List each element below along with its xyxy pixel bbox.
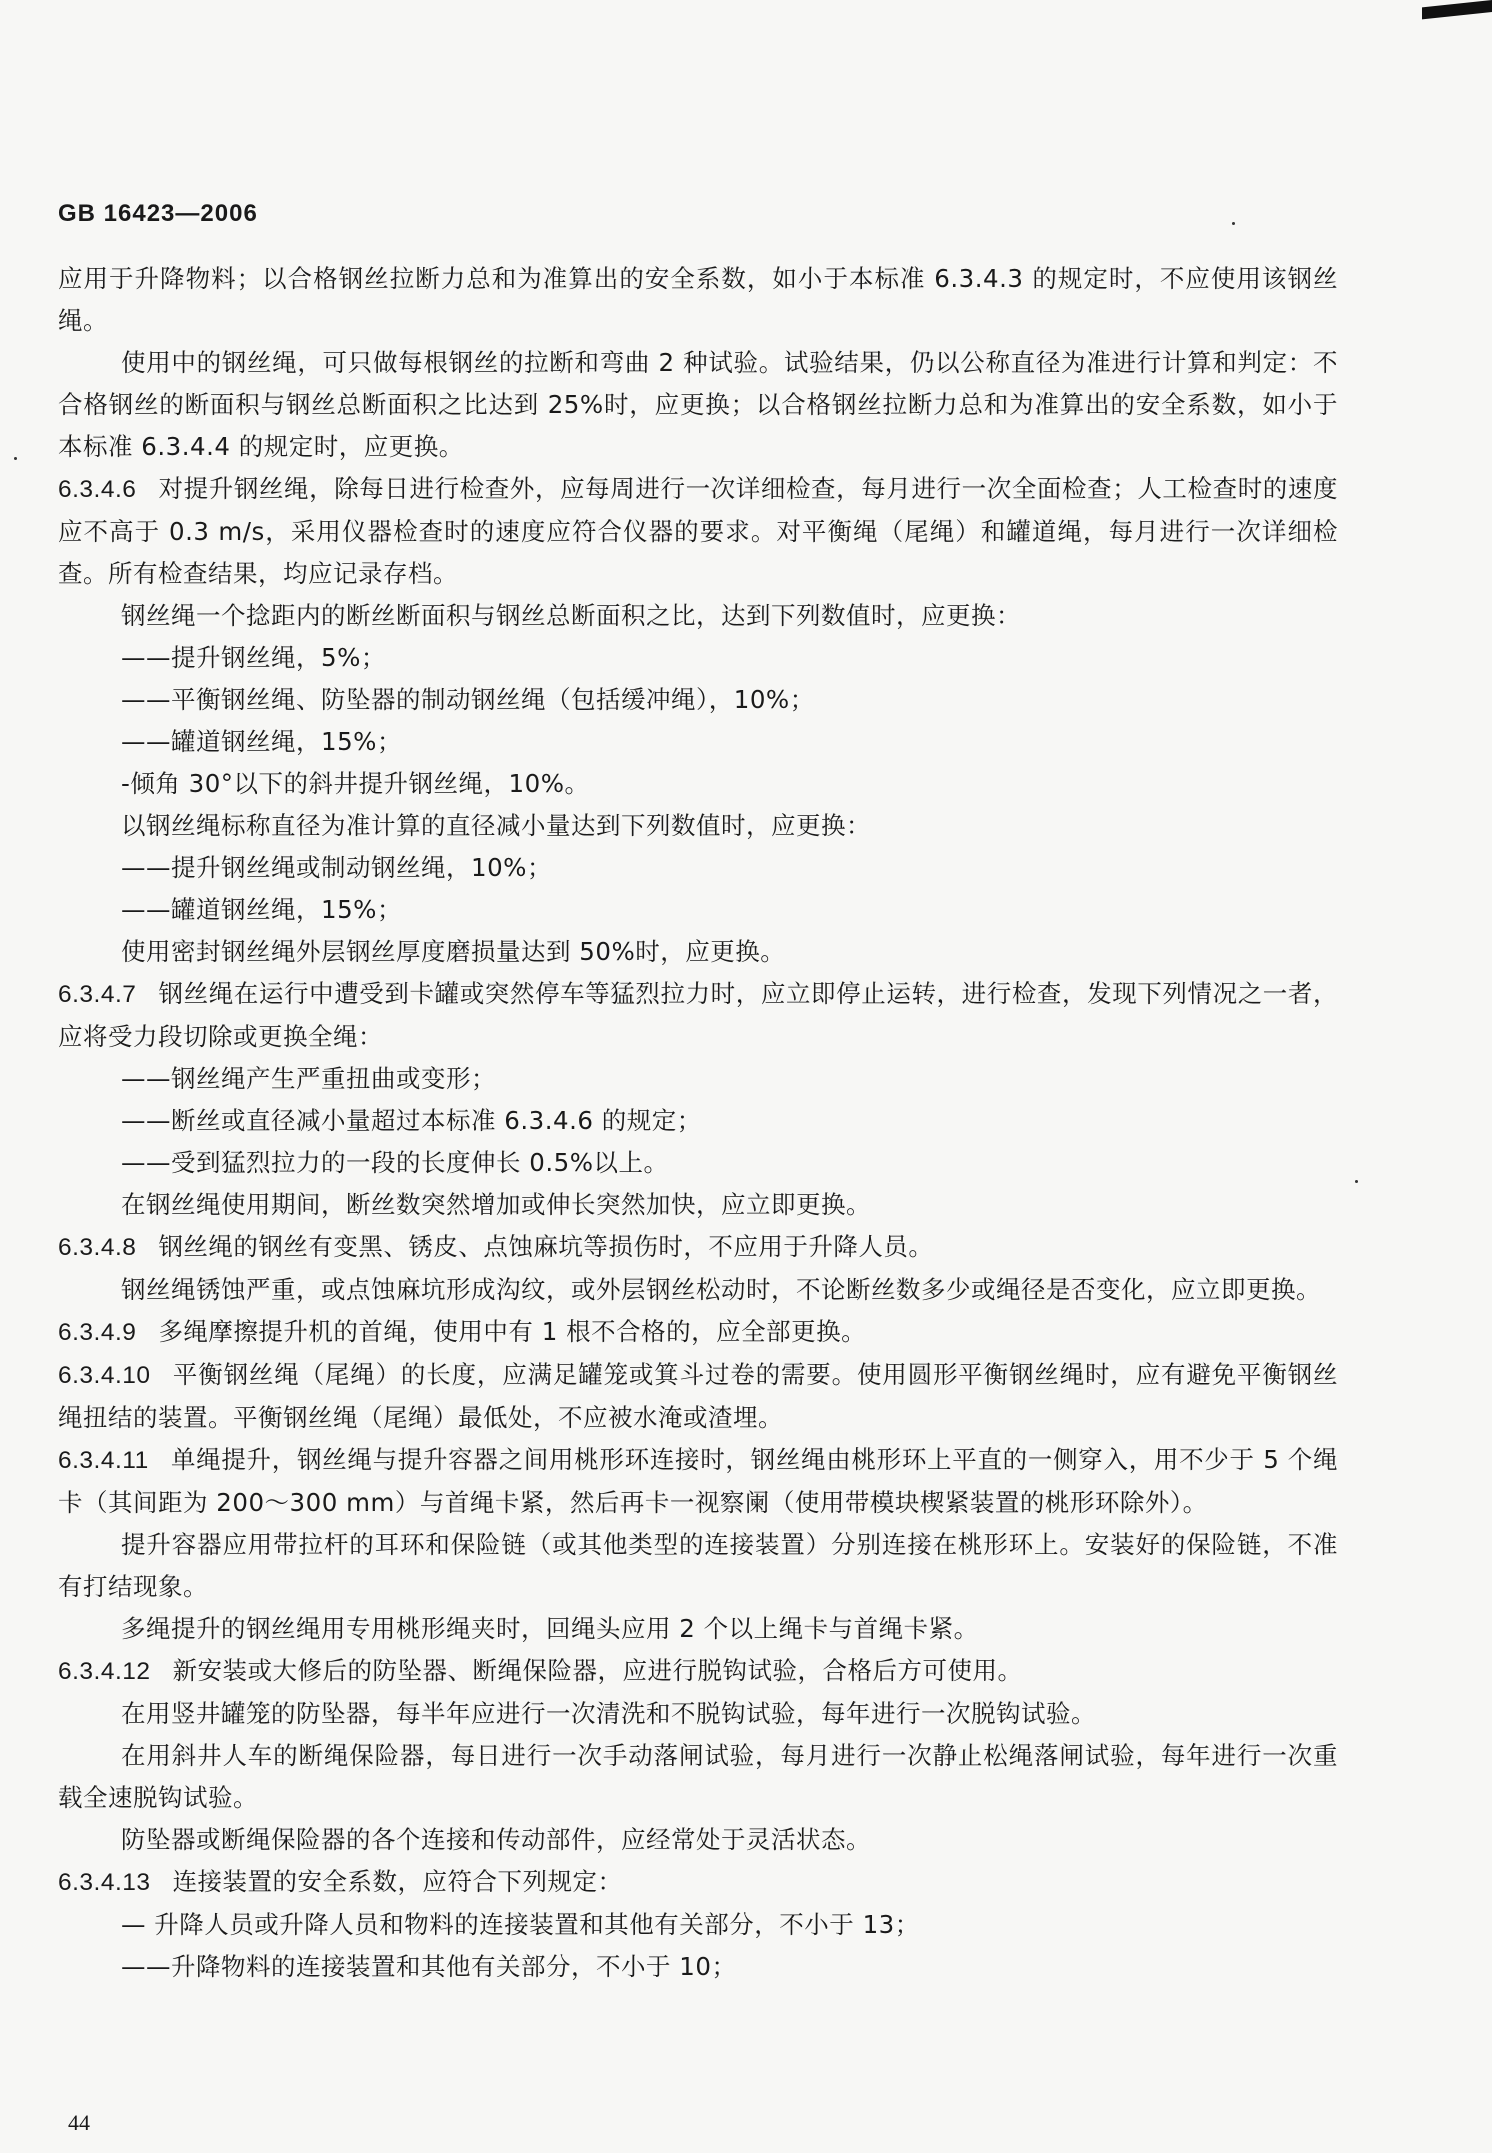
body-paragraph: 使用中的钢丝绳，可只做每根钢丝的拉断和弯曲 2 种试验。试验结果，仍以公称直径为准进行计算和判定：不合格钢丝的断面积与钢丝总断面积之比达到 25%时，应更换；以合格钢丝拉断力总和为准算出的安全系数，如小于本标准 6.3.4.4 的规定时，应更换。 xyxy=(58,348,1338,461)
body-paragraph: 多绳提升的钢丝绳用专用桃形绳夹时，回绳头应用 2 个以上绳卡与首绳卡紧。 xyxy=(121,1614,979,1643)
clause-paragraph xyxy=(58,1650,1338,1693)
clause-number: 6.3.4.6 xyxy=(58,476,137,503)
document-body xyxy=(58,258,1338,1988)
list-item: ——断丝或直径减小量超过本标准 6.3.4.6 的规定； xyxy=(121,1106,702,1135)
clause-number: 6.3.4.11 xyxy=(58,1447,149,1474)
clause-number: 6.3.4.7 xyxy=(58,981,137,1008)
clause-paragraph xyxy=(58,1354,1338,1439)
clause-text: 平衡钢丝绳（尾绳）的长度，应满足罐笼或箕斗过卷的需要。使用圆形平衡钢丝绳时，应有避免平衡钢丝绳扭结的装置。平衡钢丝绳（尾绳）最低处，不应被水淹或渣埋。 xyxy=(58,1360,1338,1432)
clause-number: 6.3.4.9 xyxy=(58,1319,137,1346)
body-paragraph: 在钢丝绳使用期间，断丝数突然增加或伸长突然加快，应立即更换。 xyxy=(121,1190,871,1219)
clause-paragraph xyxy=(58,973,1338,1058)
clause-number: 6.3.4.10 xyxy=(58,1362,151,1389)
clause-number: 6.3.4.12 xyxy=(58,1658,151,1685)
clause-text: 钢丝绳在运行中遭受到卡罐或突然停车等猛烈拉力时，应立即停止运转，进行检查，发现下列情况之一者，应将受力段切除或更换全绳： xyxy=(58,979,1338,1051)
clause-text: 对提升钢丝绳，除每日进行检查外，应每周进行一次详细检查，每月进行一次全面检查；人工检查时的速度应不高于 0.3 m/s，采用仪器检查时的速度应符合仪器的要求。对平衡绳（尾绳）和罐道绳，每月进行一次详细检查。所有检查结果，均应记录存档。 xyxy=(58,474,1338,588)
list-item: ——平衡钢丝绳、防坠器的制动钢丝绳（包括缓冲绳），10%； xyxy=(121,685,815,714)
list-item: ——罐道钢丝绳，15%； xyxy=(121,727,402,756)
clause-number: 6.3.4.8 xyxy=(58,1234,137,1261)
scan-corner-mark xyxy=(1422,0,1492,19)
clause-text: 连接装置的安全系数，应符合下列规定： xyxy=(172,1867,623,1896)
page-number: 44 xyxy=(68,2110,90,2135)
body-paragraph: 以钢丝绳标称直径为准计算的直径减小量达到下列数值时，应更换： xyxy=(121,811,871,840)
clause-text: 多绳摩擦提升机的首绳，使用中有 1 根不合格的，应全部更换。 xyxy=(158,1317,867,1346)
clause-text: 单绳提升，钢丝绳与提升容器之间用桃形环连接时，钢丝绳由桃形环上平直的一侧穿入，用不少于 5 个绳卡（其间距为 200～300 mm）与首绳卡紧，然后再卡一视察阑（使用带模块楔紧装置的桃形环除外）。 xyxy=(58,1445,1338,1517)
scan-speck xyxy=(1355,1180,1358,1183)
scan-speck xyxy=(14,457,17,460)
body-paragraph: 提升容器应用带拉杆的耳环和保险链（或其他类型的连接装置）分别连接在桃形环上。安装好的保险链，不准有打结现象。 xyxy=(58,1530,1338,1601)
body-paragraph: 钢丝绳一个捻距内的断丝断面积与钢丝总断面积之比，达到下列数值时，应更换： xyxy=(121,601,1021,630)
body-paragraph: 在用斜井人车的断绳保险器，每日进行一次手动落闸试验，每月进行一次静止松绳落闸试验，每年进行一次重载全速脱钩试验。 xyxy=(58,1741,1338,1812)
list-item: ——提升钢丝绳，5%； xyxy=(121,643,386,672)
body-paragraph: 钢丝绳锈蚀严重，或点蚀麻坑形成沟纹，或外层钢丝松动时，不论断丝数多少或绳径是否变化，应立即更换。 xyxy=(121,1275,1321,1304)
scan-speck xyxy=(1232,222,1235,225)
list-item: -倾角 30°以下的斜井提升钢丝绳，10%。 xyxy=(121,769,590,798)
clause-text: 钢丝绳的钢丝有变黑、锈皮、点蚀麻坑等损伤时，不应用于升降人员。 xyxy=(158,1232,934,1261)
clause-paragraph xyxy=(58,1439,1338,1524)
continued-paragraph: 应用于升降物料；以合格钢丝拉断力总和为准算出的安全系数，如小于本标准 6.3.4.3 的规定时，不应使用该钢丝绳。 xyxy=(58,264,1338,335)
clause-paragraph xyxy=(58,1861,1338,1904)
clause-paragraph xyxy=(58,468,1338,595)
list-item: ——钢丝绳产生严重扭曲或变形； xyxy=(121,1064,496,1093)
list-item: ——提升钢丝绳或制动钢丝绳，10%； xyxy=(121,853,552,882)
clause-paragraph xyxy=(58,1311,1338,1354)
list-item: — 升降人员或升降人员和物料的连接装置和其他有关部分，不小于 13； xyxy=(121,1910,920,1939)
body-paragraph: 使用密封钢丝绳外层钢丝厚度磨损量达到 50%时，应更换。 xyxy=(121,937,786,966)
clause-text: 新安装或大修后的防坠器、断绳保险器，应进行脱钩试验，合格后方可使用。 xyxy=(172,1656,1023,1685)
list-item: ——罐道钢丝绳，15%； xyxy=(121,895,402,924)
body-paragraph: 防坠器或断绳保险器的各个连接和传动部件，应经常处于灵活状态。 xyxy=(121,1825,871,1854)
list-item: ——升降物料的连接装置和其他有关部分，不小于 10； xyxy=(121,1952,737,1981)
body-paragraph: 在用竖井罐笼的防坠器，每半年应进行一次清洗和不脱钩试验，每年进行一次脱钩试验。 xyxy=(121,1699,1096,1728)
standard-number: GB 16423—2006 xyxy=(58,200,258,227)
list-item: ——受到猛烈拉力的一段的长度伸长 0.5%以上。 xyxy=(121,1148,669,1177)
clause-number: 6.3.4.13 xyxy=(58,1869,151,1896)
clause-paragraph xyxy=(58,1226,1338,1269)
